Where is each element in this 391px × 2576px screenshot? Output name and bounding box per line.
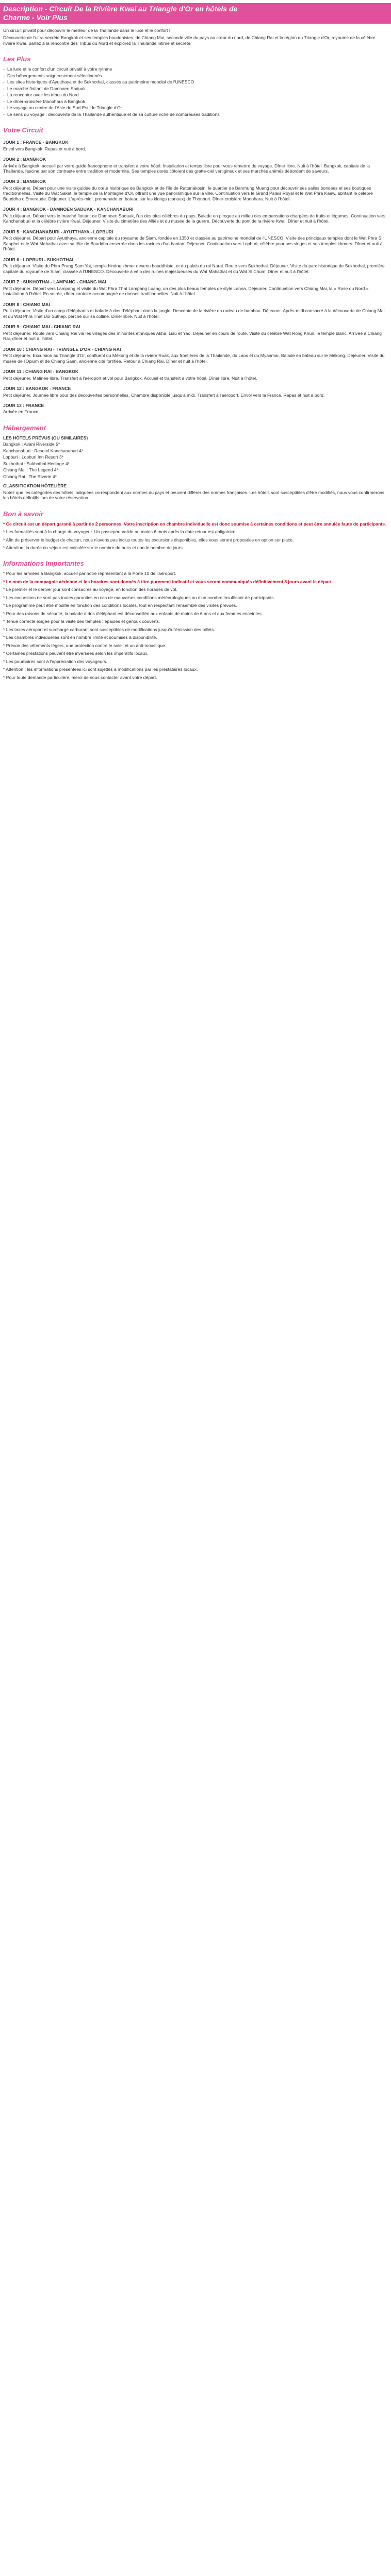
page-title bbox=[0, 3, 391, 24]
info-para: * Le programme peut être modifié en fonction des conditions locales, tout en respectant l'ensemble des visites prévues. bbox=[3, 603, 237, 608]
hotel-item: Lopburi : Lopburi Inn Resort 3* bbox=[3, 454, 64, 460]
day-text: Arrivée en France. bbox=[3, 409, 40, 415]
plus-item: - Le sens du voyage : découverte de la Thaïlande authentique et de sa culture riche de nombreuses traditions bbox=[3, 112, 388, 117]
good-to-know-para: * Afin de préserver le budget de chacun, nous n'avons pas inclus toutes les excursions disponibles, elles vous seront proposées en option sur place. bbox=[3, 537, 294, 543]
plus-list bbox=[3, 66, 388, 117]
hotels-block bbox=[3, 435, 388, 501]
day-text: Petit déjeuner. Départ vers Lampang et visite du Wat Phra That Lampang Luang, un des plus beaux temples de style Lanna. Déjeuner. Continuation vers Chiang Mai, la « Rose du Nord ». Installation à l'hôtel. En soirée, dîner kantoke accompagné de danses traditionnelles. Nuit à l'hôtel. bbox=[3, 285, 370, 297]
itinerary-day bbox=[3, 403, 388, 415]
itinerary-day bbox=[3, 347, 388, 364]
itinerary-day bbox=[3, 324, 388, 341]
hotel-item: Chiang Mai : The Legend 4* bbox=[3, 467, 58, 473]
intro-line-1: Un circuit privatif pour découvrir le meilleur de la Thaïlande dans le luxe et le confort ! bbox=[3, 28, 171, 33]
day-heading: JOUR 10 : CHIANG RAI - TRIANGLE D'OR - CHIANG RAI bbox=[3, 346, 121, 352]
itinerary-day bbox=[3, 386, 388, 398]
info-para: * Certaines prestations peuvent être inversées selon les impératifs locaux. bbox=[3, 651, 149, 656]
plus-item: - Des hébergements soigneusement sélectionnés bbox=[3, 73, 388, 78]
day-text: Envol vers Bangkok. Repas et nuit à bord. bbox=[3, 146, 86, 151]
itinerary-day bbox=[3, 257, 388, 274]
day-text: Petit déjeuner. Départ vers le marché flottant de Damnoen Saduak, l'un des plus célèbres du pays. Balade en pirogue au milieu des embarcations chargées de fruits et légumes. Continuation vers Kanchanaburi et la célèbre rivière Kwai. Déjeuner. Visite du cimetière des Alliés et du musée de la guerre. Découverte du pont de la rivière Kwai. Dîner et nuit à l'hôtel. bbox=[3, 213, 386, 224]
day-heading: JOUR 3 : BANGKOK bbox=[3, 179, 46, 184]
page-title-line1: Description - Circuit De la Rivière Kwai au Triangle d'Or en hôtels de bbox=[3, 5, 238, 13]
info-para: * Le nom de la compagnie aérienne et les horaires sont donnés à titre purement indicatif et vous seront communiqués définitivement 8 jours avant le départ. bbox=[3, 579, 333, 584]
day-heading: JOUR 2 : BANGKOK bbox=[3, 157, 46, 162]
good-to-know-para: * Les formalités sont à la charge du voyageur. Un passeport valide au moins 6 mois après la date retour est obligatoire. bbox=[3, 529, 237, 535]
day-text: Petit déjeuner. Excursion au Triangle d'Or, confluent du Mékong et de la rivière Ruak, aux frontières de la Thaïlande, du Laos et du Myanmar. Balade en bateau sur le Mékong. Déjeuner. Visite du musée de l'Opium et de Chiang Saen, ancienne cité fortifiée. Retour à Chiang Rai. Dîner et nuit à l'hôtel. bbox=[3, 353, 385, 364]
good-to-know-title: Bon à savoir bbox=[3, 510, 44, 518]
plus-item: - Les sites historiques d'Ayutthaya et de Sukhothaï, classés au patrimoine mondial de l'UNESCO bbox=[3, 79, 388, 84]
plus-item: - Le dîner-croisière Manohara à Bangkok bbox=[3, 99, 388, 104]
day-heading: JOUR 1 : FRANCE - BANGKOK bbox=[3, 140, 69, 145]
info-para: * Attention : les informations présentées ici sont sujettes à modifications par les prestataires locaux. bbox=[3, 667, 198, 672]
page-title-line2: Charme - Voir Plus bbox=[3, 13, 68, 22]
info-para: * Pour des raisons de sécurité, la balade à dos d'éléphant est déconseillée aux enfants de moins de 6 ans et aux femmes enceintes. bbox=[3, 611, 263, 616]
day-heading: JOUR 9 : CHIANG MAI - CHIANG RAI bbox=[3, 324, 80, 330]
plus-item: - La rencontre avec les tribus du Nord bbox=[3, 92, 388, 97]
important-info-title: Informations Importantes bbox=[3, 560, 84, 568]
classification-title: CLASSIFICATION HÔTELIÈRE bbox=[3, 483, 67, 489]
plus-title: Les Plus bbox=[3, 55, 31, 63]
good-to-know-block bbox=[3, 521, 388, 551]
day-heading: JOUR 6 : LOPBURI - SUKHOTHAI bbox=[3, 257, 74, 262]
day-text: Petit déjeuner. Route vers Chiang Rai via les villages des minorités ethniques Akha, Lisu et Yao. Déjeuner en cours de route. Visite du célèbre Wat Rong Khun, le temple blanc. Arrivée à Chiang Rai, dîner et nuit à l'hôtel. bbox=[3, 330, 382, 342]
day-heading: JOUR 11 : CHIANG RAI - BANGKOK bbox=[3, 369, 79, 375]
description-content bbox=[0, 24, 391, 688]
day-heading: JOUR 13 : FRANCE bbox=[3, 403, 44, 408]
day-text: Petit déjeuner. Visite d'un camp d'éléphants et balade à dos d'éléphant dans la jungle. Descente de la rivière en radeau de bambou. Déjeuner. Après-midi consacré à la découverte de Chiang Mai et du Wat Phra That Doi Suthep, perché sur sa colline. Dîner libre. Nuit à l'hôtel. bbox=[3, 308, 385, 319]
hotels-subtitle: LES HÔTELS PRÉVUS (OU SIMILAIRES) bbox=[3, 435, 88, 440]
good-to-know-para: * Attention, la durée du séjour est calculée sur le nombre de nuits et non le nombre de jours. bbox=[3, 545, 184, 550]
itinerary-day bbox=[3, 229, 388, 252]
itinerary-title: Votre Circuit bbox=[3, 126, 43, 134]
day-text: Petit déjeuner. Visite du Phra Prang Sam Yot, temple hindou khmer devenu bouddhiste, et du palais du roi Narai. Route vers Sukhothai. Déjeuner. Visite du parc historique de Sukhothai, première capitale du royaume de Siam, classée à l'UNESCO. Découverte à vélo des ruines majestueuses du Wat Mahathat et du Wat Si Chum. Dîner et nuit à l'hôtel. bbox=[3, 263, 385, 274]
day-text: Petit déjeuner. Départ pour une visite guidée du cœur historique de Bangkok et de l'île de Rattanakosin, le quartier de Banrnung Muang pour découvrir ses salles bondées et ses boutiques traditionnelles. Visite du Wat Saket, le temple de la Montagne d'Or, offrant une vue panoramique sur la ville. Continuation vers le Grand Palais Royal et le Wat Phra Kaew, abritant le célèbre Bouddha d'Émeraude. Déjeuner. L'après-midi, promenade en bateau sur les klongs (canaux) de Thonburi. Dîner-croisière Manohara. Nuit à l'hôtel. bbox=[3, 185, 373, 201]
good-to-know-para: * Ce circuit est un départ garanti à partir de 2 personnes. Votre inscription en chambre individuelle est donc soumise à certaines conditions et peut être annulée faute de participants. bbox=[3, 521, 386, 527]
hotel-item: Sukhothai : Sukhothai Heritage 4* bbox=[3, 461, 70, 466]
important-info-block bbox=[3, 571, 388, 680]
hotel-item: Chiang Rai : The Riverie 4* bbox=[3, 473, 57, 479]
info-para: * Les chambres individuelles sont en nombre limité et soumises à disponibilité. bbox=[3, 635, 157, 640]
hotels-title: Hébergement bbox=[3, 423, 46, 432]
day-text: Petit déjeuner. Départ pour Ayutthaya, ancienne capitale du royaume de Siam, fondée en 1350 et classée au patrimoine mondial de l'UNESCO. Visite des principaux temples dont le Wat Phra Si Sanphet et le Wat Mahathat avec sa tête de Bouddha enserrée dans les racines d'un banian. Déjeuner. Continuation vers Lopburi, célèbre pour ses singes et ses temples khmers. Dîner et nuit à l'hôtel. bbox=[3, 235, 383, 252]
hotel-item: Bangkok : Avani Riverside 5* bbox=[3, 442, 60, 447]
day-heading: JOUR 8 : CHIANG MAI bbox=[3, 301, 50, 307]
day-text: Arrivée à Bangkok, accueil par votre guide francophone et transfert à votre hôtel. Installation et temps libre pour vous remettre du voyage. Dîner libre. Nuit à l'hôtel. Bangkok, capitale de la Thaïlande, fascine par son contraste entre tradition et modernité. Ses temples dorés côtoient des gratte-ciel vertigineux et ses marchés animés débordent de saveurs. bbox=[3, 163, 370, 174]
day-heading: JOUR 4 : BANGKOK - DAMNOEN SADUAK - KANCHANABURI bbox=[3, 207, 134, 212]
info-para: * Prévoir des vêtements légers, une protection contre le soleil et un anti-moustique. bbox=[3, 642, 167, 648]
itinerary-day bbox=[3, 179, 388, 201]
itinerary-day bbox=[3, 369, 388, 381]
info-para: * Les pourboires sont à l'appréciation des voyageurs. bbox=[3, 658, 107, 664]
itinerary-day bbox=[3, 157, 388, 174]
info-para: * Le premier et le dernier jour sont consacrés au voyage, en fonction des horaires de vol. bbox=[3, 587, 177, 592]
itinerary-day bbox=[3, 207, 388, 224]
day-text: Petit déjeuner. Matinée libre. Transfert à l'aéroport et vol pour Bangkok. Accueil et transfert à votre hôtel. Dîner libre. Nuit à l'hôtel. bbox=[3, 375, 257, 381]
info-para: * Pour toute demande particulière, merci de nous contacter avant votre départ. bbox=[3, 674, 157, 680]
info-para: * Les excursions ne sont pas toutes garanties en cas de mauvaises conditions météorologiques ou d'un nombre insuffisant de participants. bbox=[3, 595, 275, 600]
page bbox=[0, 3, 391, 688]
itinerary-day bbox=[3, 279, 388, 296]
info-para: * Tenue correcte exigée pour la visite des temples : épaules et genoux couverts. bbox=[3, 619, 160, 624]
day-text: Petit déjeuner. Journée libre pour des découvertes personnelles. Chambre disponible jusqu'à midi. Transfert à l'aéroport. Envol vers la France. Repas et nuit à bord. bbox=[3, 392, 325, 398]
day-heading: JOUR 5 : KANCHANABURI - AYUTTHAYA - LOPBURI bbox=[3, 229, 113, 234]
info-para: * Les taxes aéroport et surcharge carburant sont susceptibles de modifications jusqu'à l'émission des billets. bbox=[3, 626, 215, 632]
day-heading: JOUR 7 : SUKHOTHAI - LAMPANG - CHIANG MAI bbox=[3, 279, 106, 285]
plus-item: - Le voyage au centre de l'Asie du Sud-Est : le Triangle d'Or bbox=[3, 105, 388, 110]
classification-text: Notez que les catégories des hôtels indiquées correspondent aux normes du pays et peuvent différer des normes françaises. Les hôtels sont susceptibles d'être modifiés, nous vous confirmerons les hôtels définitifs lors de votre réservation. bbox=[3, 489, 385, 501]
plus-item: - Le marché flottant de Damnoen Saduak bbox=[3, 86, 388, 91]
day-heading: JOUR 12 : BANGKOK - FRANCE bbox=[3, 386, 71, 392]
hotel-item: Kanchanaburi : Resotel Kanchanaburi 4* bbox=[3, 448, 84, 453]
itinerary-day bbox=[3, 302, 388, 319]
itinerary-day bbox=[3, 140, 388, 151]
plus-item: - Le luxe et le confort d'un circuit privatif à votre rythme bbox=[3, 66, 388, 72]
info-para: * Pour les arrivées à Bangkok, accueil par notre représentant à la Porte 10 de l'aéroport. bbox=[3, 571, 176, 577]
intro-line-2: Découverte de l'ultra-secrète Bangkok et ses temples bouddhistes, de Chiang Mai, seconde ville du pays au cœur du nord, de Chiang Rai et la région du Triangle d'Or, royaume de la célèbre rivière Kwaï, partez à la rencontre des Tribus du Nord et explorez la Thaïlande intime et secrète. bbox=[3, 35, 376, 46]
